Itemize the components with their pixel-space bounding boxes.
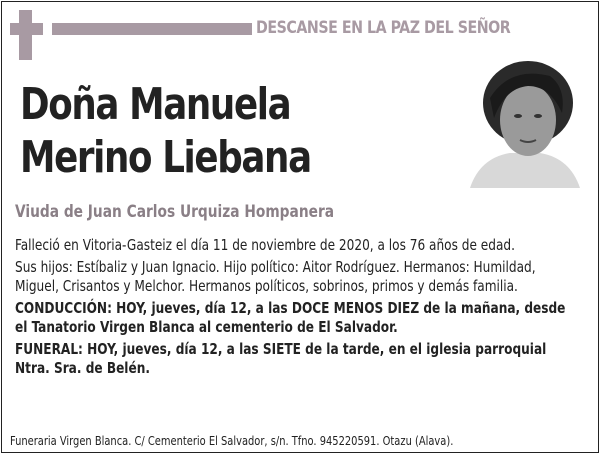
funeral-info: FUNERAL: HOY, jueves, día 12, a las SIETE de la tarde, en el iglesia parroquial Ntra. Sra. de Belén. — [15, 340, 547, 377]
obituary-body — [15, 236, 572, 381]
name-line-2: Merino Liebana — [20, 132, 311, 183]
name-line-1: Doña Manuela — [20, 79, 291, 130]
cross-icon-arm — [10, 23, 43, 35]
deceased-subtitle: Viuda de Juan Carlos Urquiza Hompanera — [15, 202, 335, 222]
header-rule — [52, 23, 252, 35]
funeral-home-footer: Funeraria Virgen Blanca. C/ Cementerio El Salvador, s/n. Tfno. 945220591. Otazu (Alava). — [10, 433, 454, 448]
deceased-name — [20, 78, 311, 184]
header-title: DESCANSE EN LA PAZ DEL SEÑOR — [256, 18, 511, 38]
family-list: Sus hijos: Estíbaliz y Juan Ignacio. Hijo político: Aitor Rodríguez. Hermanos: Humildad, Miguel, Crisantos y Melchor. Hermanos políticos, sobrinos, primos y demás familia. — [15, 258, 536, 295]
cross-icon — [19, 10, 32, 60]
conduccion-info: CONDUCCIÓN: HOY, jueves, día 12, a las DOCE MENOS DIEZ de la mañana, desde el Tanatorio Virgen Blanca al cementerio de El Salvador. — [15, 299, 566, 336]
death-notice: Falleció en Vitoria-Gasteiz el día 11 de noviembre de 2020, a los 76 años de edad. — [15, 236, 515, 254]
portrait-photo — [470, 58, 580, 188]
